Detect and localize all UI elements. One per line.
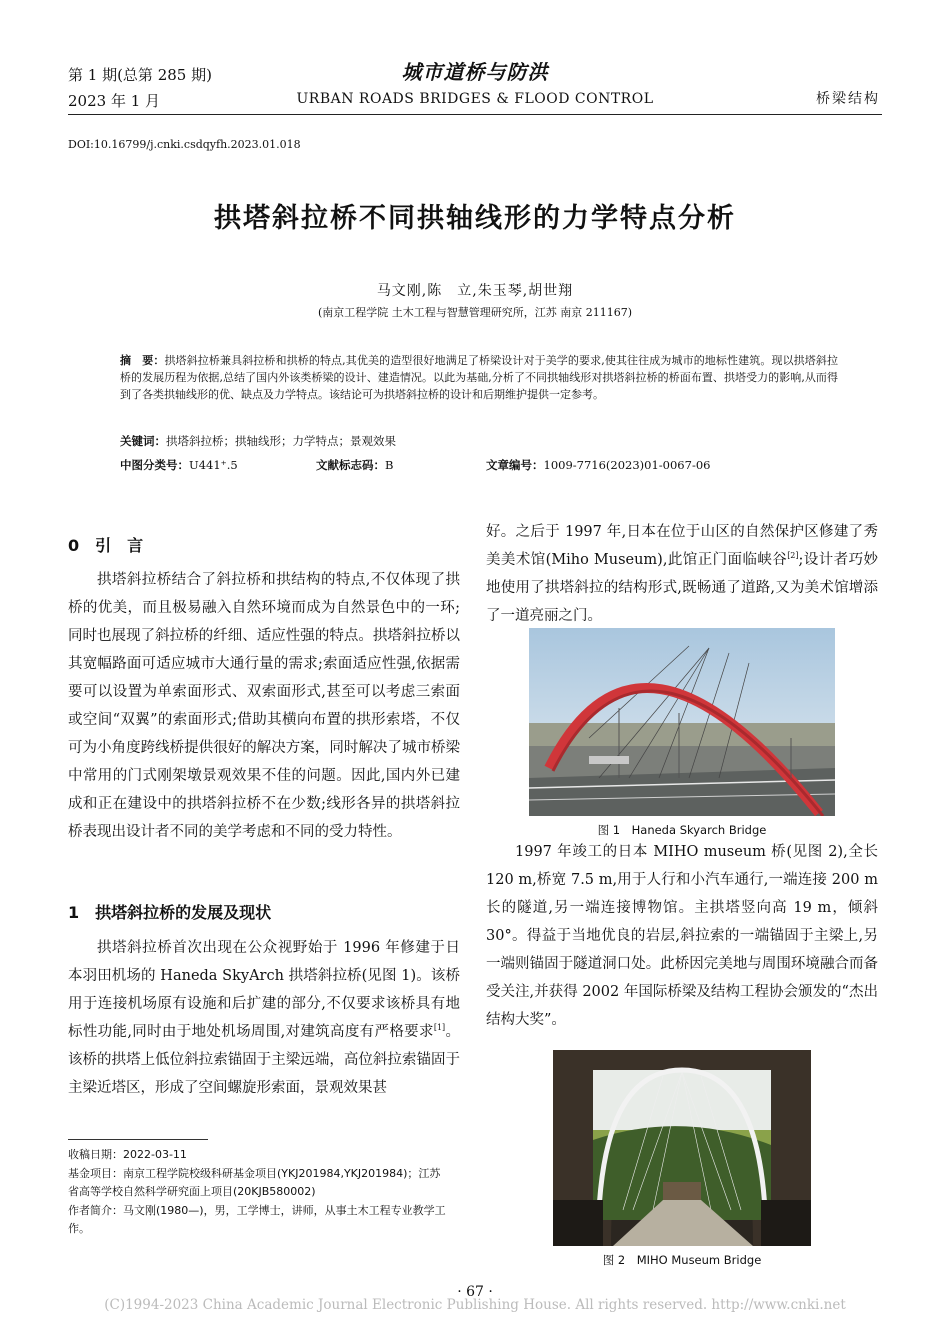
abstract-text: 拱塔斜拉桥兼具斜拉桥和拱桥的特点,其优美的造型很好地满足了桥梁设计对于美学的要求,使其往往成为城市的地标性建筑。现以拱塔斜拉桥的发展历程为依据,总结了国内外该类桥梁的设计、建造情况。以此为基础,分析了不同拱轴线形对拱塔斜拉桥的桥面布置、拱塔受力的影响,从而得到了各类拱轴线形的优、缺点及力学特点。该结论可为拱塔斜拉桥的设计和后期维护提供一定参考。 [120, 354, 838, 401]
fund-info: 基金项目：南京工程学院校级科研基金项目(YKJ201984,YKJ201984)；江苏省高等学校自然科学研究面上项目(20KJB580002) [68, 1166, 441, 1198]
journal-logo-cn: 城市道桥与防洪 [401, 60, 549, 84]
right-paragraph-1 [486, 518, 878, 630]
article-number-value: 1009-7716(2023)01-0067-06 [543, 458, 711, 472]
section-1-heading: 1 拱塔斜拉桥的发展及现状 [68, 903, 272, 922]
keywords-label: 关键词： [120, 434, 166, 448]
page-number: · 67 · [457, 1284, 493, 1300]
figure-1-image [529, 628, 835, 816]
issue-number: 第 1 期(总第 285 期) [68, 66, 212, 84]
journal-masthead [0, 56, 950, 107]
citation-1[interactable]: [1] [433, 1023, 446, 1033]
keywords-text: 拱塔斜拉桥；拱轴线形；力学特点；景观效果 [166, 434, 396, 448]
section-1-paragraph [68, 934, 460, 1102]
doc-code-value: B [385, 458, 394, 472]
figure-2-image [553, 1050, 811, 1246]
received-date: 收稿日期：2022-03-11 [68, 1148, 187, 1161]
intro-paragraph: 拱塔斜拉桥结合了斜拉桥和拱结构的特点,不仅体现了拱桥的优美，而且极易融入自然环境而成为自然景色中的一环;同时也展现了斜拉桥的纤细、适应性强的特点。拱塔斜拉桥以其宽幅路面可适应城市大通行量的需求;索面适应性强,依据需要可以设置为单索面形式、双索面形式,甚至可以考虑三索面或空间“双翼”的索面形式;借助其横向布置的拱形索塔，不仅可为小角度跨线桥提供很好的解决方案，同时解决了城市桥梁中常用的门式刚架墩景观效果不佳的问题。因此,国内外已建成和正在建设中的拱塔斜拉桥不在少数;线形各异的拱塔斜拉桥表现出设计者不同的美学考虑和不同的受力特性。 [68, 572, 460, 840]
doc-code-label: 文献标志码： [316, 458, 385, 472]
clc-label: 中图分类号： [120, 458, 189, 472]
right-paragraph-2-block [486, 838, 878, 1034]
right-text-a: 好。之后于 1997 年,日本在位于山区的自然保护区修建了秀美美术馆(Miho Museum),此馆正门面临峡谷 [486, 524, 878, 568]
right-text-b: ;设计者巧妙地使用了拱塔斜拉的结构形式,既畅通了道路,又为美术馆增添了一道亮丽之门。 [486, 552, 878, 624]
section-1-paragraph-block [68, 934, 460, 1102]
section-1-text-b: 。该桥的拱塔上低位斜拉索锚固于主梁远端，高位斜拉索锚固于主梁近塔区，形成了空间螺旋形索面，景观效果甚 [68, 1024, 461, 1096]
intro-heading: 0 引 言 [68, 536, 144, 555]
doc-code [316, 457, 393, 473]
doi: DOI:10.16799/j.cnki.csdqyfh.2023.01.018 [68, 138, 301, 151]
article-number-label: 文章编号： [486, 458, 544, 472]
paper-title: 拱塔斜拉桥不同拱轴线形的力学特点分析 [214, 203, 736, 234]
clc-value: U441⁺.5 [189, 458, 238, 472]
intro-paragraph-block [68, 566, 460, 846]
journal-name-en: URBAN ROADS BRIDGES & FLOOD CONTROL [296, 91, 654, 107]
footnote-rule [68, 1139, 208, 1140]
section-label: 桥梁结构 [816, 91, 880, 107]
author-bio: 作者简介：马文刚(1980—)，男，工学博士，讲师，从事土木工程专业教学工作。 [68, 1203, 446, 1235]
figure-1-caption: 图 1 Haneda Skyarch Bridge [597, 823, 767, 837]
affiliation: (南京工程学院 土木工程与智慧管理研究所，江苏 南京 211167) [317, 306, 633, 319]
figure-2-caption: 图 2 MIHO Museum Bridge [602, 1253, 762, 1267]
section-1-text-a: 拱塔斜拉桥首次出现在公众视野始于 1996 年修建于日本羽田机场的 Haneda SkyArch 拱塔斜拉桥(见图 1)。该桥用于连接机场原有设施和后扩建的部分,不仅要求该桥具有地标性功能,同时由于地处机场周围,对建筑高度有严格要求 [68, 940, 460, 1040]
article-number [486, 457, 710, 473]
citation-2[interactable]: [2] [787, 551, 799, 561]
abstract-label: 摘 要： [120, 354, 165, 367]
right-paragraph-1-block [486, 518, 878, 630]
issue-date: 2023 年 1 月 [68, 92, 161, 110]
keywords [120, 433, 396, 449]
abstract [120, 352, 838, 403]
footnote [68, 1146, 448, 1239]
copyright-watermark: (C)1994-2023 China Academic Journal Electronic Publishing House. All rights reserved. http://www.cnki.net [104, 1297, 846, 1313]
right-paragraph-2: 1997 年竣工的日本 MIHO museum 桥(见图 2),全长 120 m,桥宽 7.5 m,用于人行和小汽车通行,一端连接 200 m 长的隧道,另一端连接博物馆。主拱塔竖向高 19 m，倾斜 30°。得益于当地优良的岩层,斜拉索的一端锚固于主梁上,另一端则锚固于隧道洞口处。此桥因完美地与周围环境融合而备受关注,并获得 2002 年国际桥梁及结构工程协会颁发的“杰出结构大奖”。 [486, 844, 878, 1028]
authors: 马文刚,陈 立,朱玉琴,胡世翔 [376, 283, 574, 299]
header-rule [68, 114, 882, 115]
clc [120, 457, 238, 473]
